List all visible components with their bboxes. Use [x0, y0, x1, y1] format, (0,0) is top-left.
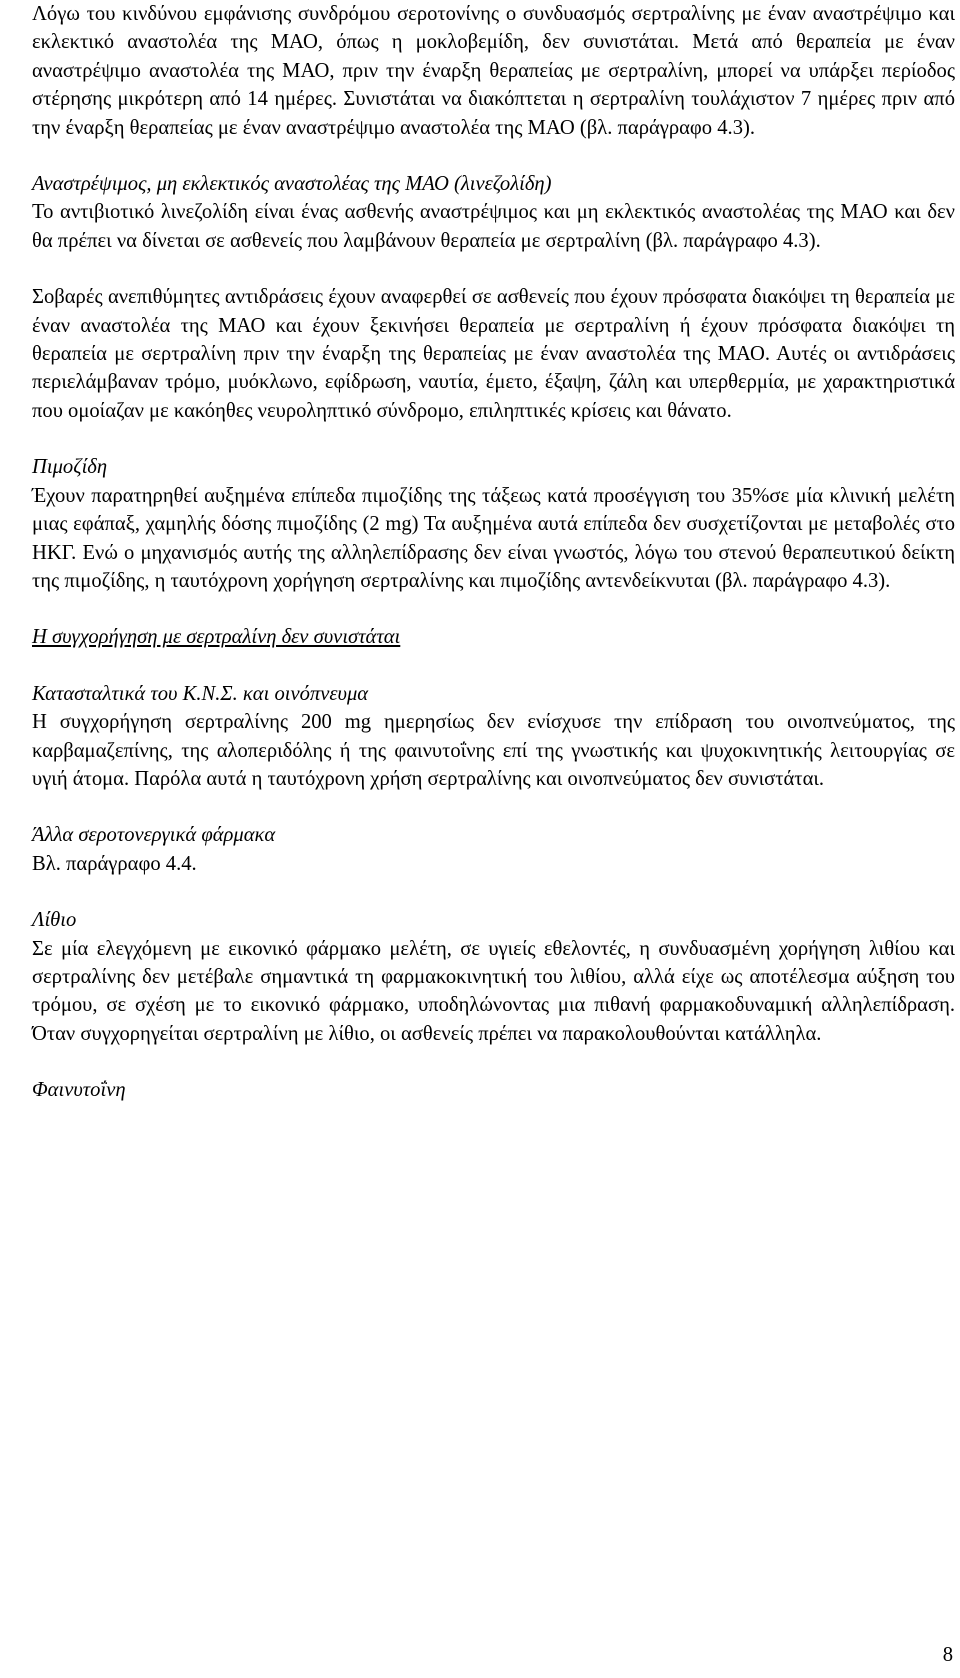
spacer — [32, 652, 955, 680]
paragraph-linezolid: Το αντιβιοτικό λινεζολίδη είναι ένας ασθενής αναστρέψιμος και μη εκλεκτικός αναστολέας της ΜΑΟ και δεν θα πρέπει να δίνεται σε ασθενείς που λαμβάνουν θεραπεία με σερτραλίνη (βλ. παράγραφο 4.3). — [32, 201, 955, 252]
heading-linezolid: Αναστρέψιμος, μη εκλεκτικός αναστολέας της ΜΑΟ (λινεζολίδη) — [32, 173, 552, 196]
spacer — [32, 1048, 955, 1076]
page-number: 8 — [942, 1644, 953, 1666]
heading-phenytoin: Φαινυτοΐνη — [32, 1079, 126, 1102]
heading-pimozide: Πιμοζίδη — [32, 456, 108, 479]
paragraph-serious-reactions: Σοβαρές ανεπιθύμητες αντιδράσεις έχουν αναφερθεί σε ασθενείς που έχουν πρόσφατα διακόψει τη θεραπεία με έναν αναστολέα της ΜΑΟ και έχουν ξεκινήσει θεραπεία με σερτραλίνη ή έχουν πρόσφατα διακόψει τη θεραπεία με σερτραλίνη πριν την έναρξη της θεραπείας με έναν αναστολέα της ΜΑΟ. Αυτές οι αντιδράσεις περιελάμβαναν τρόμο, μυόκλωνο, εφίδρωση, ναυτία, έμετο, έξαψη, ζάλη και υπερθερμία, με χαρακτηριστικά που ομοίαζαν με κακόηθες νευροληπτικό σύνδρομο, επιληπτικές κρίσεις και θάνατο. — [32, 286, 955, 422]
paragraph-lithium: Σε μία ελεγχόμενη με εικονικό φάρμακο μελέτη, σε υγιείς εθελοντές, η συνδυασμένη χορήγηση λιθίου και σερτραλίνης δεν μετέβαλε σημαντικά τη φαρμακοκινητική του λιθίου, αλλά είχε ως αποτέλεσμα αύξηση του τρόμου, σε σχέση με το εικονικό φάρμακο, υποδηλώνοντας μια πιθανή φαρμακοδυναμική αλληλεπίδραση. Όταν συγχορηγείται σερτραλίνη με λίθιο, οι ασθενείς πρέπει να παρακολουθούνται κατάλληλα. — [32, 937, 955, 1045]
paragraph-other-serotonergic: Βλ. παράγραφο 4.4. — [32, 852, 197, 875]
paragraph-cns-depressants-alcohol: Η συγχορήγηση σερτραλίνης 200 mg ημερησίως δεν ενίσχυσε την επίδραση του οινοπνεύματος, της καρβαμαζεπίνης, της αλοπεριδόλης ή της φαινυτοΐνης επί της γνωστικής και ψυχοκινητικής λειτουργίας σε υγιή άτομα. Παρόλα αυτά η ταυτόχρονη χρήση σερτραλίνης και οινοπνεύματος δεν συνιστάται. — [32, 711, 955, 790]
paragraph-mao-reversible: Λόγω του κινδύνου εμφάνισης συνδρόμου σεροτονίνης ο συνδυασμός σερτραλίνης με έναν αναστρέψιμο και εκλεκτικό αναστολέα της ΜΑΟ, όπως η μοκλοβεμίδη, δεν συνιστάται. Μετά από θεραπεία με έναν αναστρέψιμο αναστολέα της ΜΑΟ, πριν την έναρξη θεραπείας με σερτραλίνη, μπορεί να υπάρξει περίοδος στέρησης μικρότερη από 14 ημέρες. Συνιστάται να διακόπτεται η σερτραλίνη τουλάχιστον 7 ημέρες πριν από την έναρξη θεραπείας με έναν αναστρέψιμο αναστολέα της ΜΑΟ (βλ. παράγραφο 4.3). — [32, 3, 955, 139]
heading-other-serotonergic: Άλλα σεροτονεργικά φάρμακα — [32, 824, 276, 847]
heading-cns-depressants-alcohol: Κατασταλτικά του Κ.Ν.Σ. και οινόπνευμα — [32, 682, 369, 705]
spacer — [32, 425, 955, 453]
document-page — [32, 0, 955, 1105]
heading-lithium: Λίθιο — [32, 909, 77, 932]
spacer — [32, 142, 955, 170]
spacer — [32, 255, 955, 283]
spacer — [32, 595, 955, 623]
heading-coadministration-not-recommended: Η συγχορήγηση με σερτραλίνη δεν συνιστάται — [32, 626, 401, 649]
spacer — [32, 878, 955, 906]
paragraph-pimozide: Έχουν παρατηρηθεί αυξημένα επίπεδα πιμοζίδης της τάξεως κατά προσέγγιση του 35%σε μία κλινική μελέτη μιας εφάπαξ, χαμηλής δόσης πιμοζίδης (2 mg) Τα αυξημένα αυτά επίπεδα δεν συσχετίζονται με μεταβολές στο ΗΚΓ. Ενώ ο μηχανισμός αυτής της αλληλεπίδρασης δεν είναι γνωστός, λόγω του στενού θεραπευτικού δείκτη της πιμοζίδης, η ταυτόχρονη χορήγηση σερτραλίνης και πιμοζίδης αντενδείκνυται (βλ. παράγραφο 4.3). — [32, 484, 955, 592]
spacer — [32, 793, 955, 821]
